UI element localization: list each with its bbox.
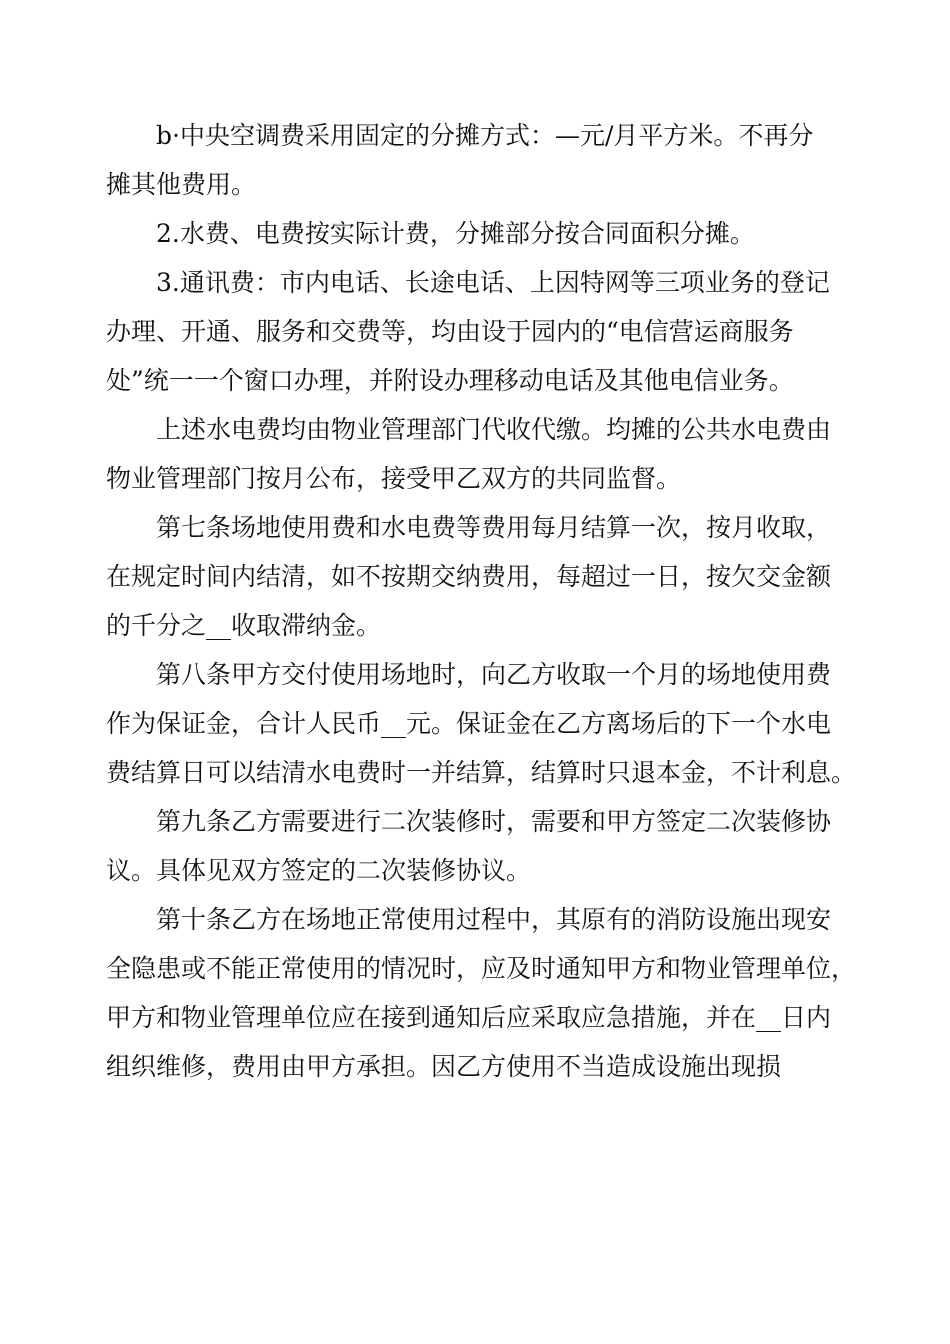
- text-line: 第八条甲方交付使用场地时，向乙方收取一个月的场地使用费: [156, 660, 832, 689]
- text-line: 费结算日可以结清水电费时一并结算，结算时只退本金，不计利息。: [106, 758, 857, 787]
- text-line: 的千分之__收取滞纳金。: [106, 611, 382, 640]
- text-line: 摊其他费用。: [106, 170, 257, 199]
- text-line: 第九条乙方需要进行二次装修时，需要和甲方签定二次装修协: [156, 807, 832, 836]
- document-body: [106, 111, 856, 1091]
- text-line: 组织维修，费用由甲方承担。因乙方使用不当造成设施出现损: [106, 1052, 782, 1081]
- text-line: 3.通讯费：市内电话、长途电话、上因特网等三项业务的登记: [156, 268, 830, 297]
- text-line: 作为保证金，合计人民币__元。保证金在乙方离场后的下一个水电: [106, 709, 832, 738]
- text-line: 在规定时间内结清，如不按期交纳费用，每超过一日，按欠交金额: [106, 562, 832, 591]
- text-line: 甲方和物业管理单位应在接到通知后应采取应急措施，并在__日内: [106, 1003, 832, 1032]
- text-line: 上述水电费均由物业管理部门代收代缴。均摊的公共水电费由: [156, 415, 832, 444]
- text-line: 全隐患或不能正常使用的情况时，应及时通知甲方和物业管理单位，: [106, 954, 857, 983]
- text-line: 第七条场地使用费和水电费等费用每月结算一次，按月收取，: [156, 513, 832, 542]
- text-line: 处”统一一个窗口办理，并附设办理移动电话及其他电信业务。: [106, 366, 794, 395]
- text-line: b·中央空调费采用固定的分摊方式：—元/月平方米。不再分: [156, 121, 814, 150]
- text-line: 办理、开通、服务和交费等，均由设于园内的“电信营运商服务: [106, 317, 794, 346]
- text-line: 第十条乙方在场地正常使用过程中，其原有的消防设施出现安: [156, 905, 832, 934]
- text-line: 2.水费、电费按实际计费，分摊部分按合同面积分摊。: [156, 219, 755, 248]
- text-line: 物业管理部门按月公布，接受甲乙双方的共同监督。: [106, 464, 682, 493]
- text-line: 议。具体见双方签定的二次装修协议。: [106, 856, 532, 885]
